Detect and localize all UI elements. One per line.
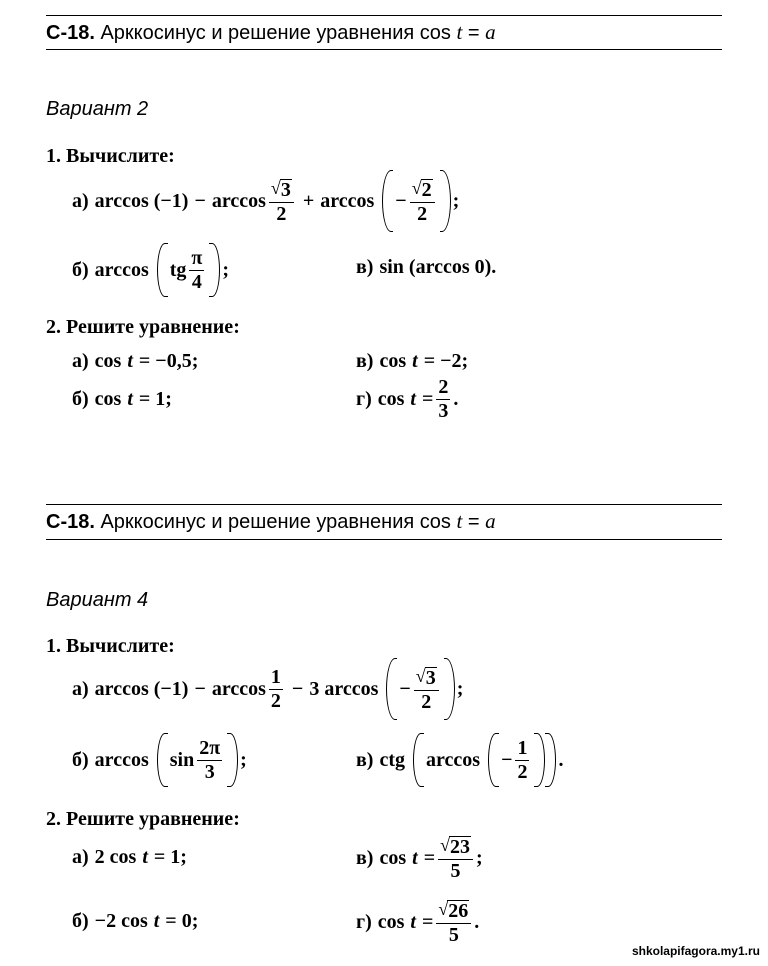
task1-v: в) sin (arccos 0). — [356, 256, 497, 278]
fraction: √ 2 2 — [410, 178, 435, 225]
right-paren — [444, 658, 455, 720]
task2-v: в) cos t = √ 23 5 ; — [356, 834, 483, 882]
fraction: √ 3 2 — [269, 178, 294, 225]
fraction: √ 3 2 — [414, 666, 439, 713]
section-code: С-18. — [46, 511, 95, 533]
watermark: shkolapifagora.my1.ru — [631, 944, 760, 958]
right-paren — [545, 733, 556, 787]
task1-a: а) arccos (−1) − arccos $\frac{1}{2}$ − 3 arccos − √ 3 2 ; — [72, 656, 463, 722]
left-paren — [488, 733, 499, 787]
task2-a: а) cos t = −0,5; — [72, 350, 199, 372]
task1-v: в) ctg arccos − $\frac{1}{2}$ . — [356, 730, 563, 790]
variant-heading: Вариант 2 — [46, 98, 149, 120]
fraction: $\frac{1}{2}$ — [270, 665, 281, 712]
section-code: С-18. — [46, 22, 95, 44]
task2-heading: 2. Решите уравнение: — [46, 316, 240, 338]
header-bottom-rule-1 — [46, 49, 722, 50]
section-title: Арккосинус и решение уравнения cos — [100, 511, 451, 533]
right-paren — [534, 733, 545, 787]
section-title: Арккосинус и решение уравнения cos — [100, 22, 451, 44]
fraction: $\frac{2}{3}$ — [438, 375, 449, 422]
section-header-2 — [46, 509, 496, 534]
task2-g: г) cos t = $\frac{2}{3}$ . — [356, 375, 459, 422]
left-paren — [386, 658, 397, 720]
title-eq: = — [462, 511, 486, 533]
title-var: t — [456, 509, 463, 533]
task2-b: б) −2 cos t = 0; — [72, 910, 199, 932]
task2-b: б) cos t = 1; — [72, 388, 172, 410]
title-eq: = — [462, 22, 486, 44]
task1-a: а) arccos (−1) − arccos √ 3 2 + arccos − √ 2 2 ; — [72, 168, 459, 234]
task1-heading: 1. Вычислите: — [46, 635, 175, 657]
right-paren — [209, 243, 220, 297]
variant-heading: Вариант 4 — [46, 589, 149, 611]
header-top-rule-2 — [46, 504, 722, 505]
title-a: a — [485, 509, 496, 533]
right-paren — [227, 733, 238, 787]
title-var: t — [456, 20, 463, 44]
left-paren — [157, 243, 168, 297]
fraction: $\frac{1}{2}$ — [517, 736, 528, 783]
task2-v: в) cos t = −2; — [356, 350, 469, 372]
task2-g: г) cos t = √ 26 5 . — [356, 898, 480, 946]
section-header-1 — [46, 20, 496, 45]
header-top-rule-1 — [46, 15, 722, 16]
left-paren — [157, 733, 168, 787]
left-paren — [413, 733, 424, 787]
task1-b: б) arccos tg $\frac{\pi}{4}$ ; — [72, 240, 229, 300]
fraction: $\frac{\pi}{4}$ — [191, 246, 203, 293]
task1-b: б) arccos sin $\frac{2\pi}{3}$ ; — [72, 730, 247, 790]
left-paren — [382, 170, 393, 232]
fraction: √ 26 5 — [436, 899, 471, 946]
title-a: a — [485, 20, 496, 44]
task2-heading: 2. Решите уравнение: — [46, 808, 240, 830]
fraction: √ 23 5 — [438, 835, 473, 882]
task1-heading: 1. Вычислите: — [46, 145, 175, 167]
right-paren — [440, 170, 451, 232]
fraction: $\frac{2\pi}{3}$ — [199, 736, 221, 783]
header-bottom-rule-2 — [46, 539, 722, 540]
task2-a: а) 2 cos t = 1; — [72, 846, 187, 868]
